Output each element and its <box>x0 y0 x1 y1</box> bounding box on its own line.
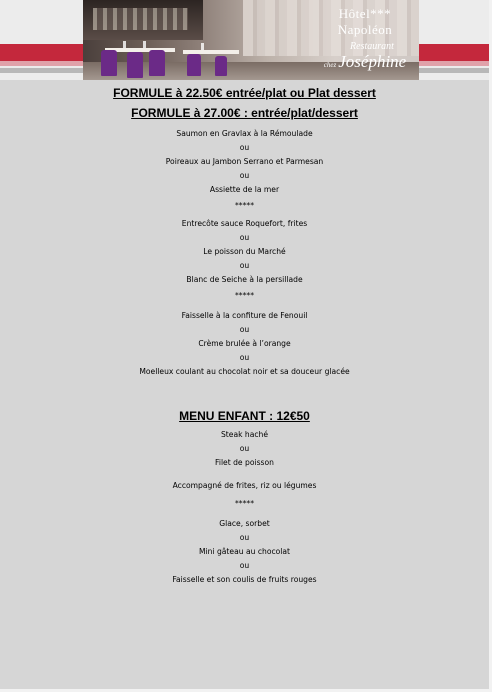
photo-glass <box>143 41 146 48</box>
photo-chair <box>101 50 117 76</box>
menu-item: Glace, sorbet <box>219 519 270 528</box>
accompagnement: Accompagné de frites, riz ou légumes <box>172 481 317 490</box>
menu-item: Crème brulée à l’orange <box>198 339 291 348</box>
menu-item: ou <box>239 353 250 362</box>
menu-item: ou <box>239 325 250 334</box>
entrees-section <box>0 129 489 195</box>
menu-item: ou <box>239 261 250 270</box>
hotel-name: Hôtel*** Napoléon <box>337 6 393 37</box>
hotel-logo <box>310 6 420 72</box>
menu-item: Faisselle et son coulis de fruits rouges <box>172 575 317 584</box>
separator: ***** <box>235 201 254 210</box>
josephine-label: Joséphine <box>338 52 407 71</box>
desserts-section <box>0 311 489 377</box>
enfant-plats-section <box>0 430 489 468</box>
menu-item: Steak haché <box>220 430 269 439</box>
header-banner <box>0 0 489 80</box>
enfant-desserts-section <box>0 519 489 585</box>
menu-enfant-title: MENU ENFANT : 12€50 <box>179 409 310 423</box>
photo-chair <box>127 52 143 78</box>
menu-item: Entrecôte sauce Roquefort, frites <box>181 219 308 228</box>
menu-item: ou <box>239 233 250 242</box>
menu-item: Saumon en Gravlax à la Rémoulade <box>176 129 313 138</box>
menu-content <box>0 86 489 585</box>
menu-item: ou <box>239 533 250 542</box>
photo-chair <box>187 54 201 76</box>
menu-item: Poireaux au Jambon Serrano et Parmesan <box>165 157 324 166</box>
formule-2-title: FORMULE à 27.00€ : entrée/plat/dessert <box>131 106 358 120</box>
chez-label: chez <box>323 61 337 69</box>
menu-item: ou <box>239 444 250 453</box>
photo-glass <box>201 43 204 50</box>
photo-chair <box>149 50 165 76</box>
menu-item: Mini gâteau au chocolat <box>198 547 291 556</box>
plats-section <box>0 219 489 285</box>
menu-item: Blanc de Seiche à la persillade <box>186 275 303 284</box>
separator: ***** <box>235 291 254 300</box>
menu-item: Faisselle à la confiture de Fenouil <box>181 311 308 320</box>
photo-glass <box>123 41 126 48</box>
menu-item: ou <box>239 171 250 180</box>
menu-item: Assiette de la mer <box>209 185 280 194</box>
menu-item: Le poisson du Marché <box>203 247 286 256</box>
menu-item: ou <box>239 561 250 570</box>
menu-item: Moelleux coulant au chocolat noir et sa douceur glacée <box>139 367 350 376</box>
photo-chair <box>215 56 227 76</box>
menu-item: ou <box>239 143 250 152</box>
menu-item: Filet de poisson <box>215 458 274 467</box>
formule-1-title: FORMULE à 22.50€ entrée/plat ou Plat dessert <box>113 86 376 100</box>
photo-shelf <box>93 8 188 30</box>
restaurant-label: Restaurant <box>350 41 394 52</box>
separator: ***** <box>235 499 254 508</box>
